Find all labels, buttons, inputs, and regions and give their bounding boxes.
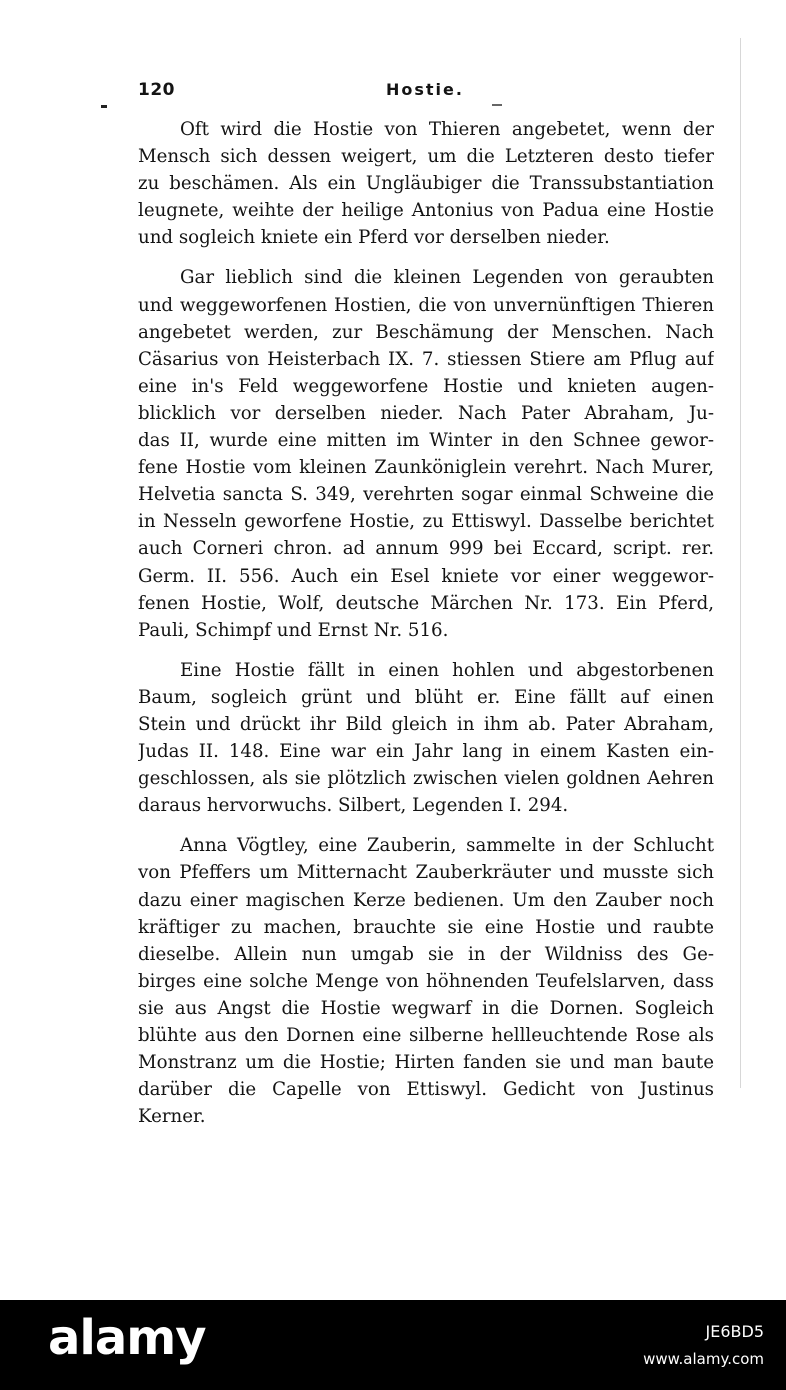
stock-watermark-bar bbox=[0, 1300, 786, 1390]
image-code: JE6BD5 bbox=[705, 1322, 764, 1341]
page-number: 120 bbox=[138, 80, 175, 100]
page-edge-line bbox=[740, 38, 741, 1088]
text-line: Oft wird die Hostie von Thieren angebetet, wenn der bbox=[180, 119, 714, 140]
text-line: blühte aus den Dornen eine silberne hellleuchtende Rose als bbox=[138, 1025, 714, 1046]
paragraph-2 bbox=[138, 264, 714, 643]
text-line: und weggeworfenen Hostien, die von unvernünftigen Thieren bbox=[138, 294, 714, 316]
text-line: Cäsarius von Heisterbach IX. 7. stiessen Stiere am Pflug auf bbox=[138, 348, 714, 370]
text-line: Eine Hostie fällt in einen hohlen und abgestorbenen bbox=[180, 659, 714, 681]
text-line: das II, wurde eine mitten im Winter in den Schnee gewor- bbox=[138, 430, 714, 452]
text-line: Helvetia sancta S. 349, verehrten sogar einmal Schweine die bbox=[138, 484, 714, 506]
text-line: von Pfeffers um Mitternacht Zauberkräuter und musste sich bbox=[138, 862, 714, 884]
running-title: Hostie. bbox=[386, 80, 464, 99]
text-line: Pauli, Schimpf und Ernst Nr. 516. bbox=[138, 619, 449, 641]
paragraph-3 bbox=[138, 657, 714, 820]
text-line: dazu einer magischen Kerze bedienen. Um den Zauber noch bbox=[138, 889, 714, 911]
text-line: auch Corneri chron. ad annum 999 bei Eccard, script. rer. bbox=[138, 538, 714, 560]
text-line: Monstranz um die Hostie; Hirten fanden sie und man baute bbox=[138, 1052, 714, 1074]
text-line: Kerner. bbox=[138, 1106, 206, 1128]
header-dash bbox=[492, 104, 502, 106]
text-line: blicklich vor derselben nieder. Nach Pater Abraham, Ju- bbox=[138, 402, 714, 424]
text-line: angebetet werden, zur Beschämung der Menschen. Nach bbox=[138, 321, 714, 343]
text-line: fene Hostie vom kleinen Zaunköniglein verehrt. Nach Murer, bbox=[138, 457, 714, 479]
margin-mark bbox=[101, 105, 107, 108]
text-line: Baum, sogleich grünt und blüht er. Eine fällt auf einen bbox=[138, 686, 714, 708]
text-line: darüber die Capelle von Ettiswyl. Gedicht von Justinus bbox=[138, 1079, 714, 1101]
text-line: zu beschämen. Als ein Ungläubiger die Transsubstantiation bbox=[138, 173, 714, 195]
page-header bbox=[138, 80, 538, 106]
text-line: sie aus Angst die Hostie wegwarf in die Dornen. Sogleich bbox=[138, 997, 714, 1019]
body-text bbox=[138, 116, 714, 1130]
text-line: kräftiger zu machen, brauchte sie eine Hostie und raubte bbox=[138, 916, 714, 938]
text-line: Mensch sich dessen weigert, um die Letzteren desto tiefer bbox=[138, 146, 714, 168]
text-line: Stein und drückt ihr Bild gleich in ihm ab. Pater Abraham, bbox=[138, 713, 714, 735]
text-line: birges eine solche Menge von höhnenden Teufelslarven, dass bbox=[138, 970, 714, 992]
paragraph-1 bbox=[138, 116, 714, 251]
text-line: in Nesseln geworfene Hostie, zu Ettiswyl. Dasselbe berichtet bbox=[138, 511, 714, 533]
text-line: Anna Vögtley, eine Zauberin, sammelte in der Schlucht bbox=[180, 835, 714, 857]
text-line: Germ. II. 556. Auch ein Esel kniete vor einer weggewor- bbox=[138, 565, 714, 587]
text-line: Gar lieblich sind die kleinen Legenden von geraubten bbox=[180, 267, 714, 289]
paragraph-4 bbox=[138, 832, 714, 1130]
text-line: dieselbe. Allein nun umgab sie in der Wildniss des Ge- bbox=[138, 943, 714, 965]
text-line: fenen Hostie, Wolf, deutsche Märchen Nr. 173. Ein Pferd, bbox=[138, 592, 714, 614]
text-line: daraus hervorwuchs. Silbert, Legenden I. 294. bbox=[138, 795, 569, 817]
text-line: eine in's Feld weggeworfene Hostie und knieten augen- bbox=[138, 375, 714, 397]
alamy-logo: alamy bbox=[48, 1310, 206, 1366]
watermark-url: www.alamy.com bbox=[643, 1350, 764, 1368]
text-line: geschlossen, als sie plötzlich zwischen vielen goldnen Aehren bbox=[138, 768, 714, 790]
text-line: leugnete, weihte der heilige Antonius von Padua eine Hostie bbox=[138, 200, 714, 222]
text-line: Judas II. 148. Eine war ein Jahr lang in einem Kasten ein- bbox=[138, 741, 714, 763]
text-line: und sogleich kniete ein Pferd vor derselben nieder. bbox=[138, 227, 610, 249]
